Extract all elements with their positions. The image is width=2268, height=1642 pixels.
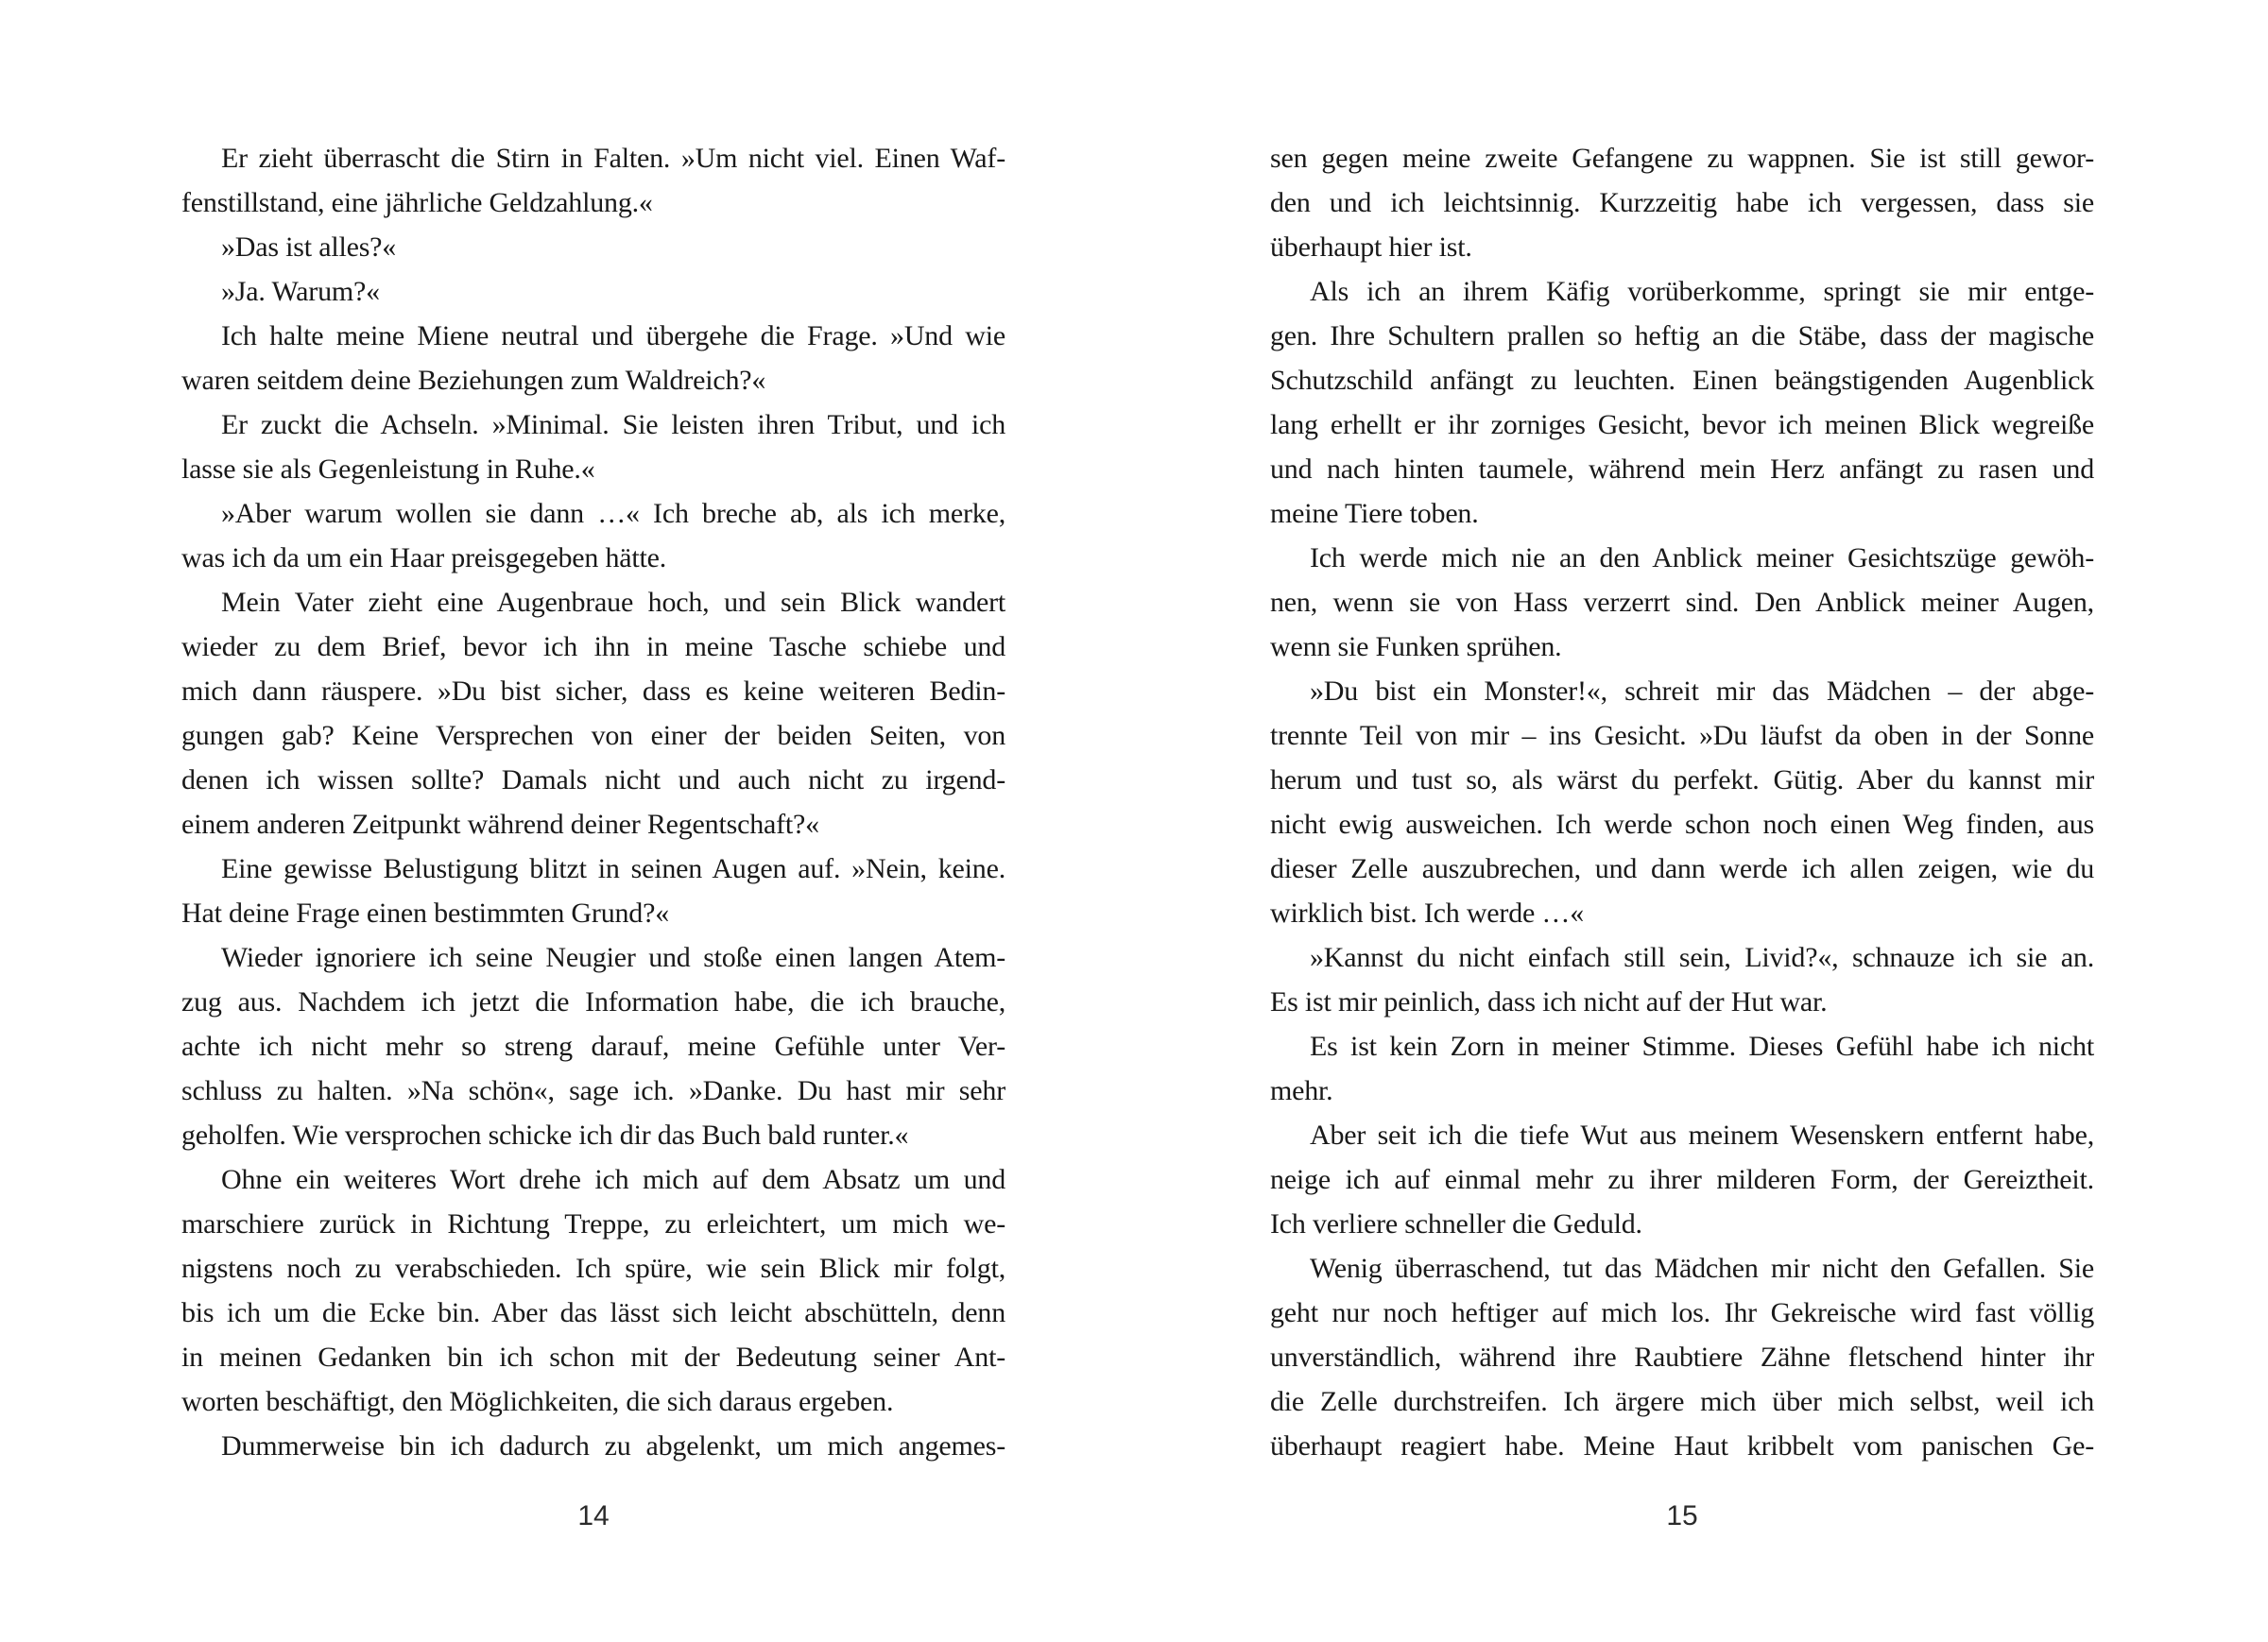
text-line: und nach hinten taumele, während mein Herz anfängt zu rasen und	[1270, 453, 2094, 485]
text-line: schluss zu halten. »Na schön«, sage ich. »Danke. Du hast mir sehr	[181, 1075, 1005, 1106]
text-line: Ich halte meine Miene neutral und übergehe die Frage. »Und wie	[221, 320, 1005, 351]
paragraph	[1270, 1246, 2094, 1468]
paragraph	[1270, 136, 2094, 269]
text-line: wenn sie Funken sprühen.	[1270, 631, 1562, 662]
text-line: Ich verliere schneller die Geduld.	[1270, 1208, 1642, 1240]
text-line: zug aus. Nachdem ich jetzt die Information habe, die ich brauche,	[181, 986, 1005, 1018]
text-line: in meinen Gedanken bin ich schon mit der Bedeutung seiner Ant-	[181, 1342, 1005, 1373]
paragraph	[181, 491, 1005, 580]
text-line: geht nur noch heftiger auf mich los. Ihr Gekreische wird fast völlig	[1270, 1297, 2094, 1328]
text-line: fenstillstand, eine jährliche Geldzahlung.«	[181, 187, 653, 218]
paragraph	[1270, 669, 2094, 935]
text-line: einem anderen Zeitpunkt während deiner Regentschaft?«	[181, 809, 819, 840]
text-line: sen gegen meine zweite Gefangene zu wappnen. Sie ist still gewor-	[1270, 143, 2094, 174]
text-line: trennte Teil von mir – ins Gesicht. »Du läufst da oben in der Sonne	[1270, 720, 2094, 751]
text-line: Es ist mir peinlich, dass ich nicht auf der Hut war.	[1270, 986, 1828, 1018]
paragraph	[181, 580, 1005, 847]
paragraph	[1270, 536, 2094, 669]
text-line: Als ich an ihrem Käfig vorüberkomme, springt sie mir entge-	[1310, 276, 2094, 307]
text-line: geholfen. Wie versprochen schicke ich dir das Buch bald runter.«	[181, 1120, 909, 1151]
text-line: nen, wenn sie von Hass verzerrt sind. Den Anblick meiner Augen,	[1270, 587, 2094, 618]
left-page-number: 14	[577, 1500, 610, 1531]
text-line: Es ist kein Zorn in meiner Stimme. Dieses Gefühl habe ich nicht	[1310, 1031, 2094, 1062]
text-line: nicht ewig ausweichen. Ich werde schon noch einen Weg finden, aus	[1270, 809, 2094, 840]
paragraph	[181, 402, 1005, 491]
text-line: Hat deine Frage einen bestimmten Grund?«	[181, 898, 670, 929]
text-line: mich dann räuspere. »Du bist sicher, dass es keine weiteren Bedin-	[181, 676, 1005, 707]
text-line: was ich da um ein Haar preisgegeben hätte.	[181, 542, 667, 573]
paragraph	[181, 847, 1005, 935]
text-line: »Du bist ein Monster!«, schreit mir das Mädchen – der abge-	[1310, 676, 2094, 707]
text-line: Wenig überraschend, tut das Mädchen mir nicht den Gefallen. Sie	[1310, 1253, 2094, 1284]
text-line: bis ich um die Ecke bin. Aber das lässt sich leicht abschütteln, denn	[181, 1297, 1005, 1328]
text-line: Ohne ein weiteres Wort drehe ich mich auf dem Absatz um und	[221, 1164, 1005, 1195]
text-line: »Kannst du nicht einfach still sein, Livid?«, schnauze ich sie an.	[1310, 942, 2094, 973]
text-line: »Das ist alles?«	[221, 231, 397, 263]
paragraph	[181, 269, 1005, 314]
paragraph	[181, 935, 1005, 1157]
right-page	[1134, 0, 2268, 1642]
text-line: wirklich bist. Ich werde …«	[1270, 898, 1585, 929]
right-page-text	[1270, 136, 2094, 1468]
text-line: Er zuckt die Achseln. »Minimal. Sie leisten ihren Tribut, und ich	[221, 409, 1005, 440]
text-line: unverständlich, während ihre Raubtiere Zähne fletschend hinter ihr	[1270, 1342, 2094, 1373]
text-line: lang erhellt er ihr zorniges Gesicht, bevor ich meinen Blick wegreiße	[1270, 409, 2094, 440]
text-line: wieder zu dem Brief, bevor ich ihn in meine Tasche schiebe und	[181, 631, 1005, 662]
text-line: Dummerweise bin ich dadurch zu abgelenkt, um mich angemes-	[221, 1430, 1005, 1462]
text-line: nigstens noch zu verabschieden. Ich spüre, wie sein Blick mir folgt,	[181, 1253, 1005, 1284]
text-line: »Ja. Warum?«	[221, 276, 380, 307]
text-line: Er zieht überrascht die Stirn in Falten. »Um nicht viel. Einen Waf-	[221, 143, 1005, 174]
text-line: gungen gab? Keine Versprechen von einer der beiden Seiten, von	[181, 720, 1005, 751]
text-line: Schutzschild anfängt zu leuchten. Einen beängstigenden Augenblick	[1270, 365, 2094, 396]
text-line: Mein Vater zieht eine Augenbraue hoch, und sein Blick wandert	[221, 587, 1005, 618]
text-line: lasse sie als Gegenleistung in Ruhe.«	[181, 453, 595, 485]
paragraph	[181, 225, 1005, 269]
paragraph	[181, 1424, 1005, 1468]
text-line: achte ich nicht mehr so streng darauf, meine Gefühle unter Ver-	[181, 1031, 1005, 1062]
text-line: Aber seit ich die tiefe Wut aus meinem Wesenskern entfernt habe,	[1310, 1120, 2094, 1151]
paragraph	[181, 314, 1005, 402]
right-page-number: 15	[1666, 1500, 1698, 1531]
text-line: überhaupt hier ist.	[1270, 231, 1472, 263]
paragraph	[1270, 1024, 2094, 1113]
paragraph	[1270, 1113, 2094, 1246]
text-line: »Aber warum wollen sie dann …« Ich breche ab, als ich merke,	[221, 498, 1005, 529]
text-line: die Zelle durchstreifen. Ich ärgere mich über mich selbst, weil ich	[1270, 1386, 2094, 1417]
text-line: dieser Zelle auszubrechen, und dann werde ich allen zeigen, wie du	[1270, 853, 2094, 884]
text-line: denen ich wissen sollte? Damals nicht und auch nicht zu irgend-	[181, 764, 1005, 795]
paragraph	[181, 136, 1005, 225]
text-line: meine Tiere toben.	[1270, 498, 1479, 529]
paragraph	[181, 1157, 1005, 1424]
text-line: marschiere zurück in Richtung Treppe, zu erleichtert, um mich we-	[181, 1208, 1005, 1240]
paragraph	[1270, 935, 2094, 1024]
left-page-text	[181, 136, 1005, 1468]
text-line: den und ich leichtsinnig. Kurzzeitig habe ich vergessen, dass sie	[1270, 187, 2094, 218]
text-line: Eine gewisse Belustigung blitzt in seinen Augen auf. »Nein, keine.	[221, 853, 1005, 884]
text-line: Ich werde mich nie an den Anblick meiner Gesichtszüge gewöh-	[1310, 542, 2094, 573]
text-line: herum und tust so, als wärst du perfekt. Gütig. Aber du kannst mir	[1270, 764, 2094, 795]
text-line: gen. Ihre Schultern prallen so heftig an die Stäbe, dass der magische	[1270, 320, 2094, 351]
text-line: überhaupt reagiert habe. Meine Haut kribbelt vom panischen Ge-	[1270, 1430, 2094, 1462]
text-line: neige ich auf einmal mehr zu ihrer milderen Form, der Gereiztheit.	[1270, 1164, 2094, 1195]
text-line: Wieder ignoriere ich seine Neugier und stoße einen langen Atem-	[221, 942, 1005, 973]
text-line: mehr.	[1270, 1075, 1333, 1106]
paragraph	[1270, 269, 2094, 536]
text-line: worten beschäftigt, den Möglichkeiten, die sich daraus ergeben.	[181, 1386, 894, 1417]
text-line: waren seitdem deine Beziehungen zum Waldreich?«	[181, 365, 766, 396]
